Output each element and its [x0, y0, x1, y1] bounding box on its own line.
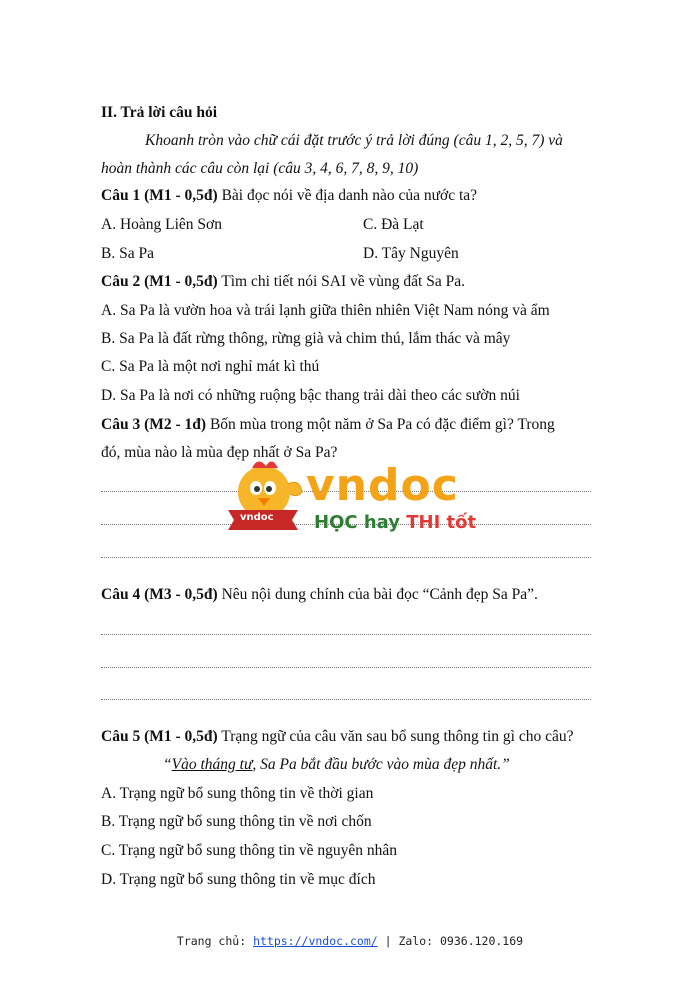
- question-5-text: Trạng ngữ của câu văn sau bổ sung thông tin gì cho câu?: [217, 728, 574, 745]
- answer-line[interactable]: [101, 699, 591, 700]
- question-4-label: Câu 4 (M3 - 0,5đ): [101, 586, 218, 603]
- page-footer: [0, 934, 700, 948]
- question-3-text: Bốn mùa trong một năm ở Sa Pa có đặc điểm gì? Trong: [206, 416, 555, 433]
- q1-option-d[interactable]: D. Tây Nguyên: [363, 245, 459, 262]
- q1-option-a[interactable]: A. Hoàng Liên Sơn: [101, 216, 222, 233]
- question-2: [101, 273, 465, 291]
- answer-line[interactable]: [101, 557, 591, 558]
- vndoc-logo: [226, 458, 486, 536]
- section-title: II. Trả lời câu hỏi: [101, 104, 218, 121]
- question-1-label: Câu 1 (M1 - 0,5đ): [101, 187, 218, 204]
- question-5-label: Câu 5 (M1 - 0,5đ): [101, 728, 218, 745]
- q2-option-a[interactable]: A. Sa Pa là vườn hoa và trái lạnh giữa thiên nhiên Việt Nam nóng và ẩm: [101, 302, 550, 319]
- footer-prefix: Trang chủ:: [176, 934, 254, 948]
- q1-option-b[interactable]: B. Sa Pa: [101, 245, 154, 262]
- question-1: [101, 187, 477, 205]
- question-5: [101, 728, 573, 746]
- answer-line[interactable]: [101, 634, 591, 635]
- logo-badge-text: vndoc: [240, 512, 274, 523]
- question-4-text: Nêu nội dung chính của bài đọc “Cảnh đẹp Sa Pa”.: [217, 586, 538, 603]
- q1-option-c[interactable]: C. Đà Lạt: [363, 216, 424, 233]
- chicken-mascot-icon: [226, 458, 308, 536]
- q5-option-c[interactable]: C. Trạng ngữ bổ sung thông tin về nguyên nhân: [101, 842, 398, 859]
- instruction-line-2: hoàn thành các câu còn lại (câu 3, 4, 6, 7, 8, 9, 10): [101, 160, 419, 177]
- q5-option-b[interactable]: B. Trạng ngữ bổ sung thông tin về nơi chốn: [101, 813, 372, 830]
- question-1-text: Bài đọc nói về địa danh nào của nước ta?: [217, 187, 478, 204]
- question-3-text-2: đó, mùa nào là mùa đẹp nhất ở Sa Pa?: [101, 444, 338, 461]
- quote-open: “: [163, 756, 172, 773]
- footer-link[interactable]: https://vndoc.com/: [253, 934, 378, 948]
- logo-wordmark: vndoc: [306, 460, 459, 511]
- question-3-label: Câu 3 (M2 - 1đ): [101, 416, 207, 433]
- q2-option-d[interactable]: D. Sa Pa là nơi có những ruộng bậc thang trải dài theo các sườn núi: [101, 387, 520, 404]
- answer-line[interactable]: [101, 667, 591, 668]
- logo-tagline: [314, 512, 476, 533]
- question-4: [101, 586, 538, 604]
- question-2-label: Câu 2 (M1 - 0,5đ): [101, 273, 218, 290]
- question-3: [101, 416, 555, 434]
- q2-option-b[interactable]: B. Sa Pa là đất rừng thông, rừng già và chim thú, lắm thác và mây: [101, 330, 511, 347]
- q5-option-d[interactable]: D. Trạng ngữ bổ sung thông tin về mục đích: [101, 871, 376, 888]
- question-5-quote: [163, 756, 510, 774]
- footer-suffix: | Zalo: 0936.120.169: [377, 934, 524, 948]
- logo-tagline-hoc: HỌC hay: [314, 512, 407, 533]
- q2-option-c[interactable]: C. Sa Pa là một nơi nghỉ mát kì thú: [101, 358, 320, 375]
- quote-adverbial: Vào tháng tư: [171, 756, 253, 773]
- logo-tagline-thi: THI tốt: [406, 512, 477, 533]
- question-2-text: Tìm chi tiết nói SAI về vùng đất Sa Pa.: [217, 273, 465, 290]
- q5-option-a[interactable]: A. Trạng ngữ bổ sung thông tin về thời gian: [101, 785, 374, 802]
- quote-rest: , Sa Pa bắt đầu bước vào mùa đẹp nhất.”: [252, 756, 510, 773]
- instruction-line-1: Khoanh tròn vào chữ cái đặt trước ý trả lời đúng (câu 1, 2, 5, 7) và: [145, 132, 563, 149]
